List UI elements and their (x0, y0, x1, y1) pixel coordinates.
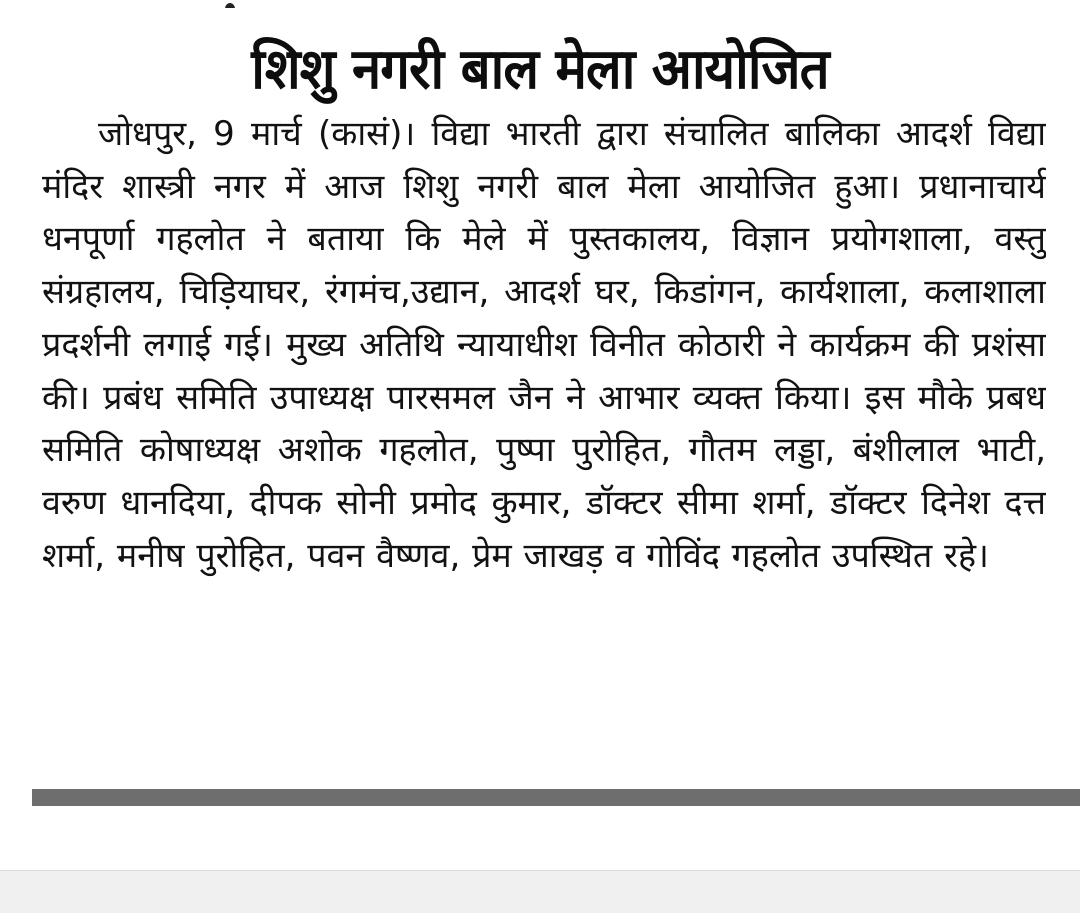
cropped-previous-text (225, 0, 335, 8)
article-headline: शिशु नगरी बाल मेला आयोजित (251, 37, 829, 102)
article-dateline: जोधपुर, 9 मार्च (कासं)। (98, 114, 416, 154)
article-text: विद्या भारती द्वारा संचालित बालिका आदर्श विद्या मंदिर शास्त्री नगर में आज शिशु नगरी बाल मेला आयोजित हुआ। प्रधानाचार्य धनपूर्णा गहलोत ने बताया कि मेले में पुस्तकालय, विज्ञान प्रयोगशाला, वस्तु संग्रहालय, चिड़ियाघर, रंगमंच,उद्यान, आदर्श घर, किडांगन, कार्यशाला, कलाशाला प्रदर्शनी लगाई गई। मुख्य अतिथि न्यायाधीश विनीत कोठारी ने कार्यक्रम की प्रशंसा की। प्रबंध समिति उपाध्यक्ष पारसमल जैन ने आभार व्यक्त किया। इस मौके प्रबध समिति कोषाध्यक्ष अशोक गहलोत, पुष्पा पुरोहित, गौतम लड्डा, बंशीलाल भाटी, वरुण धानदिया, दीपक सोनी प्रमोद कुमार, डॉक्टर सीमा शर्मा, डॉक्टर दिनेश दत्त शर्मा, मनीष पुरोहित, पवन वैष्णव, प्रेम जाखड़ व गोविंद गहलोत उपस्थित रहे। (42, 114, 1046, 576)
article-body (42, 108, 1046, 748)
page-bottom-strip (0, 870, 1080, 913)
section-divider (32, 789, 1080, 806)
article-paragraph (42, 108, 1046, 582)
